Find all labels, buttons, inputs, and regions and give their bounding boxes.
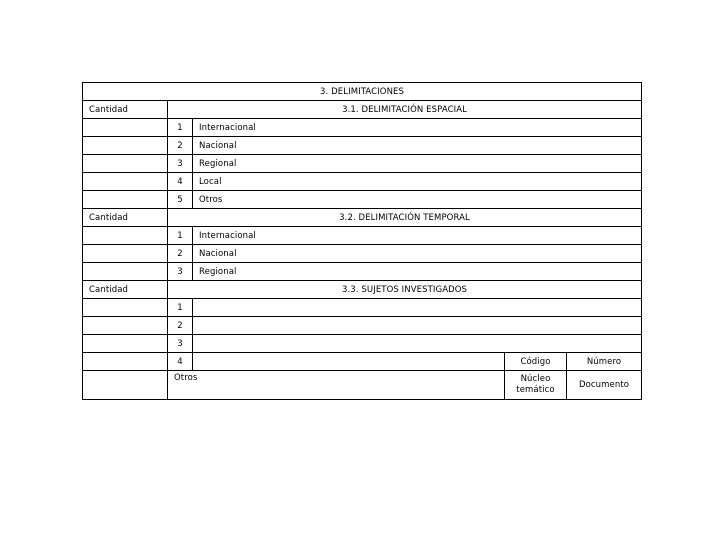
espacial-row-number: 1: [168, 119, 193, 137]
sujetos-cantidad-field-2[interactable]: [83, 317, 168, 335]
espacial-row-label: Regional: [193, 155, 642, 173]
sujetos-row-field[interactable]: [193, 335, 642, 353]
otros-label: Otros: [174, 373, 198, 383]
espacial-cantidad-field-1[interactable]: [83, 119, 168, 137]
sujetos-cantidad-field-3[interactable]: [83, 335, 168, 353]
espacial-cantidad-field-5[interactable]: [83, 191, 168, 209]
espacial-row-number: 3: [168, 155, 193, 173]
sujetos-row-number: 3: [168, 335, 193, 353]
espacial-row-label: Otros: [193, 191, 642, 209]
temporal-cantidad-label: Cantidad: [83, 209, 168, 227]
temporal-cantidad-field-1[interactable]: [83, 227, 168, 245]
espacial-row-number: 5: [168, 191, 193, 209]
temporal-cantidad-field-3[interactable]: [83, 263, 168, 281]
sujetos-row-number: 1: [168, 299, 193, 317]
documento-label: Documento: [567, 371, 642, 400]
numero-label: Número: [567, 353, 642, 371]
espacial-title: 3.1. DELIMITACIÓN ESPACIAL: [168, 101, 642, 119]
otros-field[interactable]: [168, 371, 505, 400]
temporal-row-label: Regional: [193, 263, 642, 281]
espacial-cantidad-field-3[interactable]: [83, 155, 168, 173]
temporal-row-label: Internacional: [193, 227, 642, 245]
sujetos-cantidad-field-5[interactable]: [83, 371, 168, 400]
sujetos-cantidad-label: Cantidad: [83, 281, 168, 299]
espacial-cantidad-label: Cantidad: [83, 101, 168, 119]
espacial-row-label: Local: [193, 173, 642, 191]
nucleo-tematico-label: Núcleo temático: [505, 371, 567, 400]
espacial-cantidad-field-2[interactable]: [83, 137, 168, 155]
temporal-row-number: 1: [168, 227, 193, 245]
delimitaciones-form: [82, 82, 642, 400]
temporal-title: 3.2. DELIMITACIÓN TEMPORAL: [168, 209, 642, 227]
espacial-row-label: Internacional: [193, 119, 642, 137]
sujetos-cantidad-field-1[interactable]: [83, 299, 168, 317]
temporal-cantidad-field-2[interactable]: [83, 245, 168, 263]
section-title: 3. DELIMITACIONES: [83, 83, 642, 101]
sujetos-row-number: 4: [168, 353, 193, 371]
espacial-cantidad-field-4[interactable]: [83, 173, 168, 191]
sujetos-row-number: 2: [168, 317, 193, 335]
sujetos-row-field[interactable]: [193, 299, 642, 317]
codigo-label: Código: [505, 353, 567, 371]
temporal-row-number: 3: [168, 263, 193, 281]
espacial-row-label: Nacional: [193, 137, 642, 155]
sujetos-title: 3.3. SUJETOS INVESTIGADOS: [168, 281, 642, 299]
sujetos-row-field[interactable]: [193, 353, 505, 371]
temporal-row-label: Nacional: [193, 245, 642, 263]
sujetos-cantidad-field-4[interactable]: [83, 353, 168, 371]
temporal-row-number: 2: [168, 245, 193, 263]
espacial-row-number: 2: [168, 137, 193, 155]
espacial-row-number: 4: [168, 173, 193, 191]
sujetos-row-field[interactable]: [193, 317, 642, 335]
